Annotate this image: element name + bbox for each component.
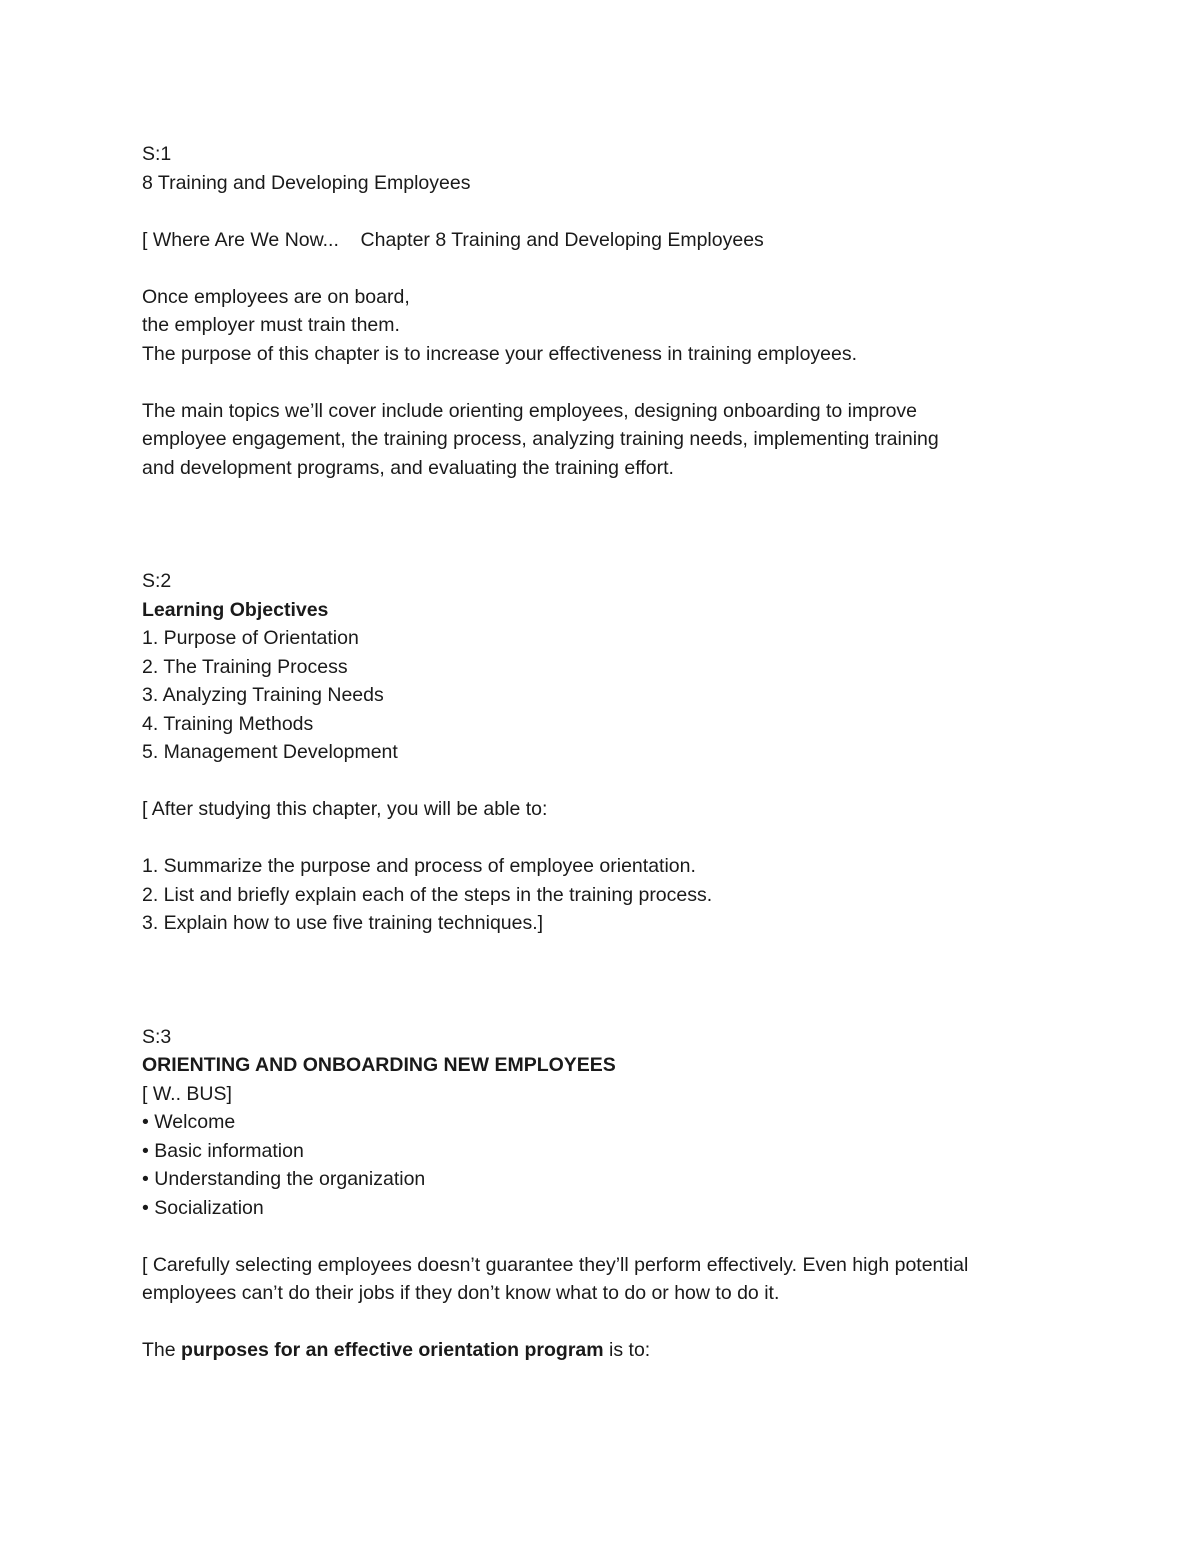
slide-1-section bbox=[142, 140, 1102, 482]
section-gap bbox=[142, 938, 1102, 1023]
spacer bbox=[142, 1222, 1102, 1251]
slide-3-section bbox=[142, 1023, 1102, 1365]
outcome-item: 2. List and briefly explain each of the steps in the training process. bbox=[142, 883, 713, 906]
document-page bbox=[142, 140, 1102, 1365]
paragraph-line: employee engagement, the training process, analyzing training needs, implementing training bbox=[142, 428, 939, 450]
objective-item: 2. The Training Process bbox=[142, 655, 348, 678]
paragraph-line: The main topics we’ll cover include orienting employees, designing onboarding to improve bbox=[142, 399, 918, 422]
after-studying-line: [ After studying this chapter, you will be able to: bbox=[142, 798, 548, 820]
objective-item: 4. Training Methods bbox=[142, 712, 314, 735]
spacer bbox=[142, 254, 1102, 283]
objective-item: 5. Management Development bbox=[142, 741, 398, 763]
outcome-item: 1. Summarize the purpose and process of employee orientation. bbox=[142, 855, 696, 877]
spacer bbox=[142, 368, 1102, 397]
slide-label: S:2 bbox=[142, 570, 172, 592]
purpose-bold-text: purposes for an effective orientation program bbox=[181, 1339, 604, 1361]
paragraph-line: The purpose of this chapter is to increase your effectiveness in training employees. bbox=[142, 342, 858, 365]
purpose-line bbox=[142, 1336, 1102, 1365]
purpose-pre-text: The bbox=[142, 1339, 182, 1361]
bullet-item: • Welcome bbox=[142, 1111, 236, 1133]
objective-item: 3. Analyzing Training Needs bbox=[142, 684, 384, 706]
where-are-we-line: [ Where Are We Now... Chapter 8 Training and Developing Employees bbox=[142, 228, 764, 251]
paragraph-line: employees can’t do their jobs if they don’t know what to do or how to do it. bbox=[142, 1282, 780, 1304]
paragraph-line: and development programs, and evaluating the training effort. bbox=[142, 456, 674, 479]
section-gap bbox=[142, 482, 1102, 567]
spacer bbox=[142, 767, 1102, 796]
objective-item: 1. Purpose of Orientation bbox=[142, 627, 359, 649]
bullet-item: • Basic information bbox=[142, 1139, 304, 1162]
spacer bbox=[142, 197, 1102, 226]
bullet-item: • Understanding the organization bbox=[142, 1168, 426, 1190]
bullet-item: • Socialization bbox=[142, 1196, 264, 1219]
slide-title: 8 Training and Developing Employees bbox=[142, 171, 471, 194]
paragraph-line: [ Carefully selecting employees doesn’t guarantee they’ll perform effectively. Even high potential bbox=[142, 1253, 969, 1276]
purpose-post-text: is to: bbox=[603, 1339, 651, 1361]
bus-line: [ W.. BUS] bbox=[142, 1082, 232, 1105]
orienting-heading: ORIENTING AND ONBOARDING NEW EMPLOYEES bbox=[142, 1054, 616, 1076]
slide-2-section bbox=[142, 567, 1102, 938]
outcome-item: 3. Explain how to use five training techniques.] bbox=[142, 912, 544, 934]
spacer bbox=[142, 824, 1102, 853]
slide-label: S:3 bbox=[142, 1025, 172, 1048]
paragraph-line: the employer must train them. bbox=[142, 314, 400, 336]
spacer bbox=[142, 1308, 1102, 1337]
paragraph-line: Once employees are on board, bbox=[142, 285, 410, 308]
slide-label: S:1 bbox=[142, 143, 172, 165]
learning-objectives-heading: Learning Objectives bbox=[142, 598, 329, 621]
